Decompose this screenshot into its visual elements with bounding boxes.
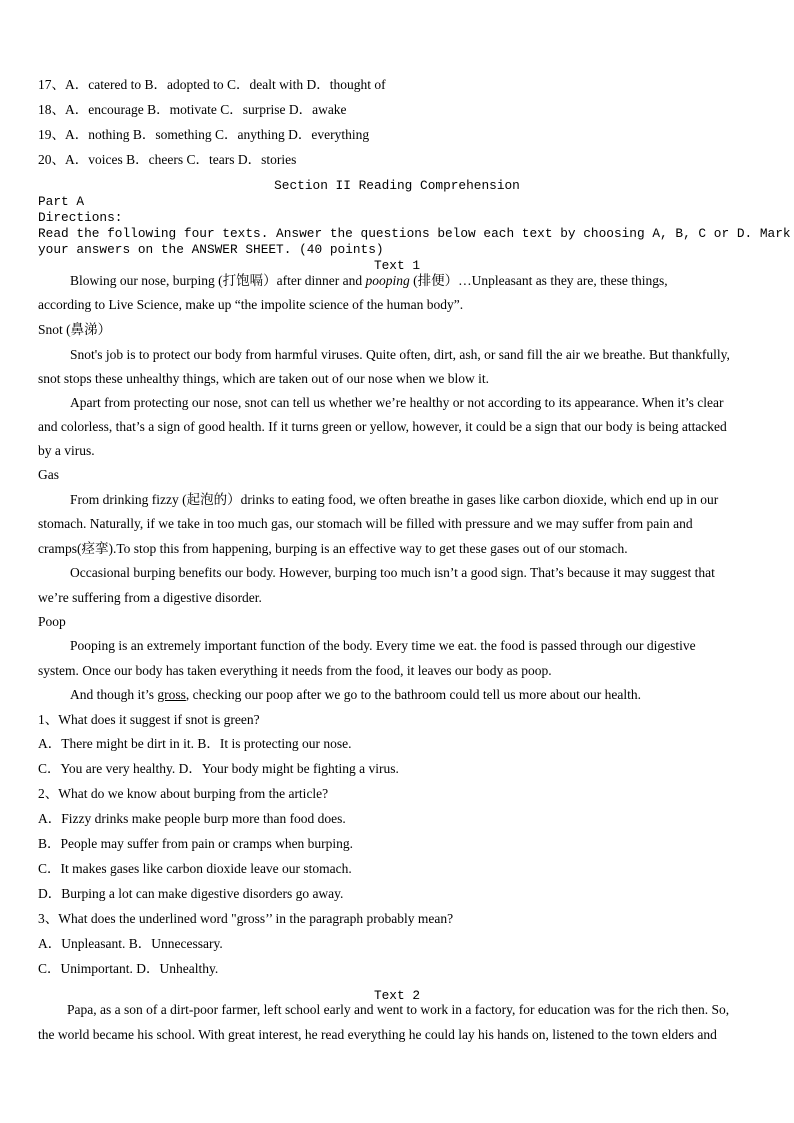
poop-heading: Poop bbox=[38, 614, 66, 629]
paragraph-line: we’re suffering from a digestive disorder. bbox=[38, 590, 262, 605]
paragraph-line: From drinking fizzy (起泡的）drinks to eating food, we often breathe in gases like carbon dioxide, which end up in our bbox=[70, 492, 719, 507]
text1-intro-line2: according to Live Science, make up “the impolite science of the human body”. bbox=[38, 297, 464, 312]
part-label: Part A bbox=[38, 194, 85, 209]
paragraph-line: snot stops these unhealthy things, which are taken out of our nose when we blow it. bbox=[38, 371, 490, 386]
answer-options: C．Unimportant. D．Unhealthy. bbox=[38, 961, 219, 976]
text: , checking our poop after we go to the bathroom could tell us more about our health. bbox=[185, 687, 642, 702]
paragraph-line: system. Once our body has taken everything it needs from the food, it leaves our body as poop. bbox=[38, 663, 552, 678]
paragraph-line: Pooping is an extremely important function of the body. Every time we eat. the food is passed through our digestive bbox=[70, 638, 696, 653]
question: 1、What does it suggest if snot is green? bbox=[38, 712, 260, 727]
paragraph-line: Papa, as a son of a dirt-poor farmer, left school early and went to work in a factory, for education was for the rich then. So, bbox=[67, 1002, 730, 1017]
paragraph-line: by a virus. bbox=[38, 443, 95, 458]
answer-option: D．Burping a lot can make digestive disorders go away. bbox=[38, 886, 344, 901]
option-line-18: 18、A．encourage B．motivate C．surprise D．awake bbox=[38, 102, 347, 117]
option-line-17: 17、A．catered to B．adopted to C．dealt with D．thought of bbox=[38, 77, 386, 92]
directions-line: your answers on the ANSWER SHEET. (40 points) bbox=[38, 242, 384, 257]
answer-option: C．It makes gases like carbon dioxide leave our stomach. bbox=[38, 861, 352, 876]
answer-option: A．Fizzy drinks make people burp more than food does. bbox=[38, 811, 346, 826]
gas-heading: Gas bbox=[38, 467, 59, 482]
text: And though it’s bbox=[70, 687, 158, 702]
question: 3、What does the underlined word "gross’’ in the paragraph probably mean? bbox=[38, 911, 454, 926]
text2-title: Text 2 bbox=[373, 988, 421, 1003]
underlined-word: gross bbox=[157, 687, 186, 702]
directions-label: Directions: bbox=[38, 210, 123, 225]
intro-italic: pooping bbox=[365, 273, 410, 288]
paragraph-line bbox=[70, 687, 641, 703]
snot-heading: Snot (鼻涕） bbox=[38, 322, 112, 337]
paragraph-line: cramps(痉挛).To stop this from happening, burping is an effective way to get these gases out of our stomach. bbox=[38, 541, 628, 556]
answer-option: B．People may suffer from pain or cramps when burping. bbox=[38, 836, 354, 851]
answer-options: A．Unpleasant. B．Unnecessary. bbox=[38, 936, 223, 951]
paragraph-line: the world became his school. With great interest, he read everything he could lay his hands on, listened to the town elders and bbox=[38, 1027, 717, 1042]
text1-intro bbox=[70, 273, 668, 289]
paragraph-line: Snot's job is to protect our body from harmful viruses. Quite often, dirt, ash, or sand fill the air we breathe. But thankfully, bbox=[70, 347, 730, 362]
option-line-19: 19、A．nothing B．something C．anything D．everything bbox=[38, 127, 370, 142]
directions-line: Read the following four texts. Answer the questions below each text by choosing A, B, C or D. Mark bbox=[38, 226, 791, 241]
text1-title: Text 1 bbox=[373, 258, 421, 273]
answer-options: A．There might be dirt in it. B．It is protecting our nose. bbox=[38, 736, 352, 751]
section-title: Section II Reading Comprehension bbox=[274, 178, 520, 193]
intro-text: (排便）…Unpleasant as they are, these things, bbox=[409, 273, 668, 288]
intro-text: Blowing our nose, burping (打饱嗝）after dinner and bbox=[70, 273, 366, 288]
paragraph-line: and colorless, that’s a sign of good health. If it turns green or yellow, however, it could be a sign that our body is being attacked bbox=[38, 419, 727, 434]
option-line-20: 20、A．voices B．cheers C．tears D．stories bbox=[38, 152, 297, 167]
answer-options: C．You are very healthy. D．Your body might be fighting a virus. bbox=[38, 761, 399, 776]
paragraph-line: Apart from protecting our nose, snot can tell us whether we’re healthy or not according to its appearance. When it’s clear bbox=[70, 395, 724, 410]
paragraph-line: Occasional burping benefits our body. However, burping too much isn’t a good sign. That’s because it may suggest that bbox=[70, 565, 715, 580]
question: 2、What do we know about burping from the article? bbox=[38, 786, 329, 801]
paragraph-line: stomach. Naturally, if we take in too much gas, our stomach will be filled with pressure and we may suffer from pain and bbox=[38, 516, 693, 531]
